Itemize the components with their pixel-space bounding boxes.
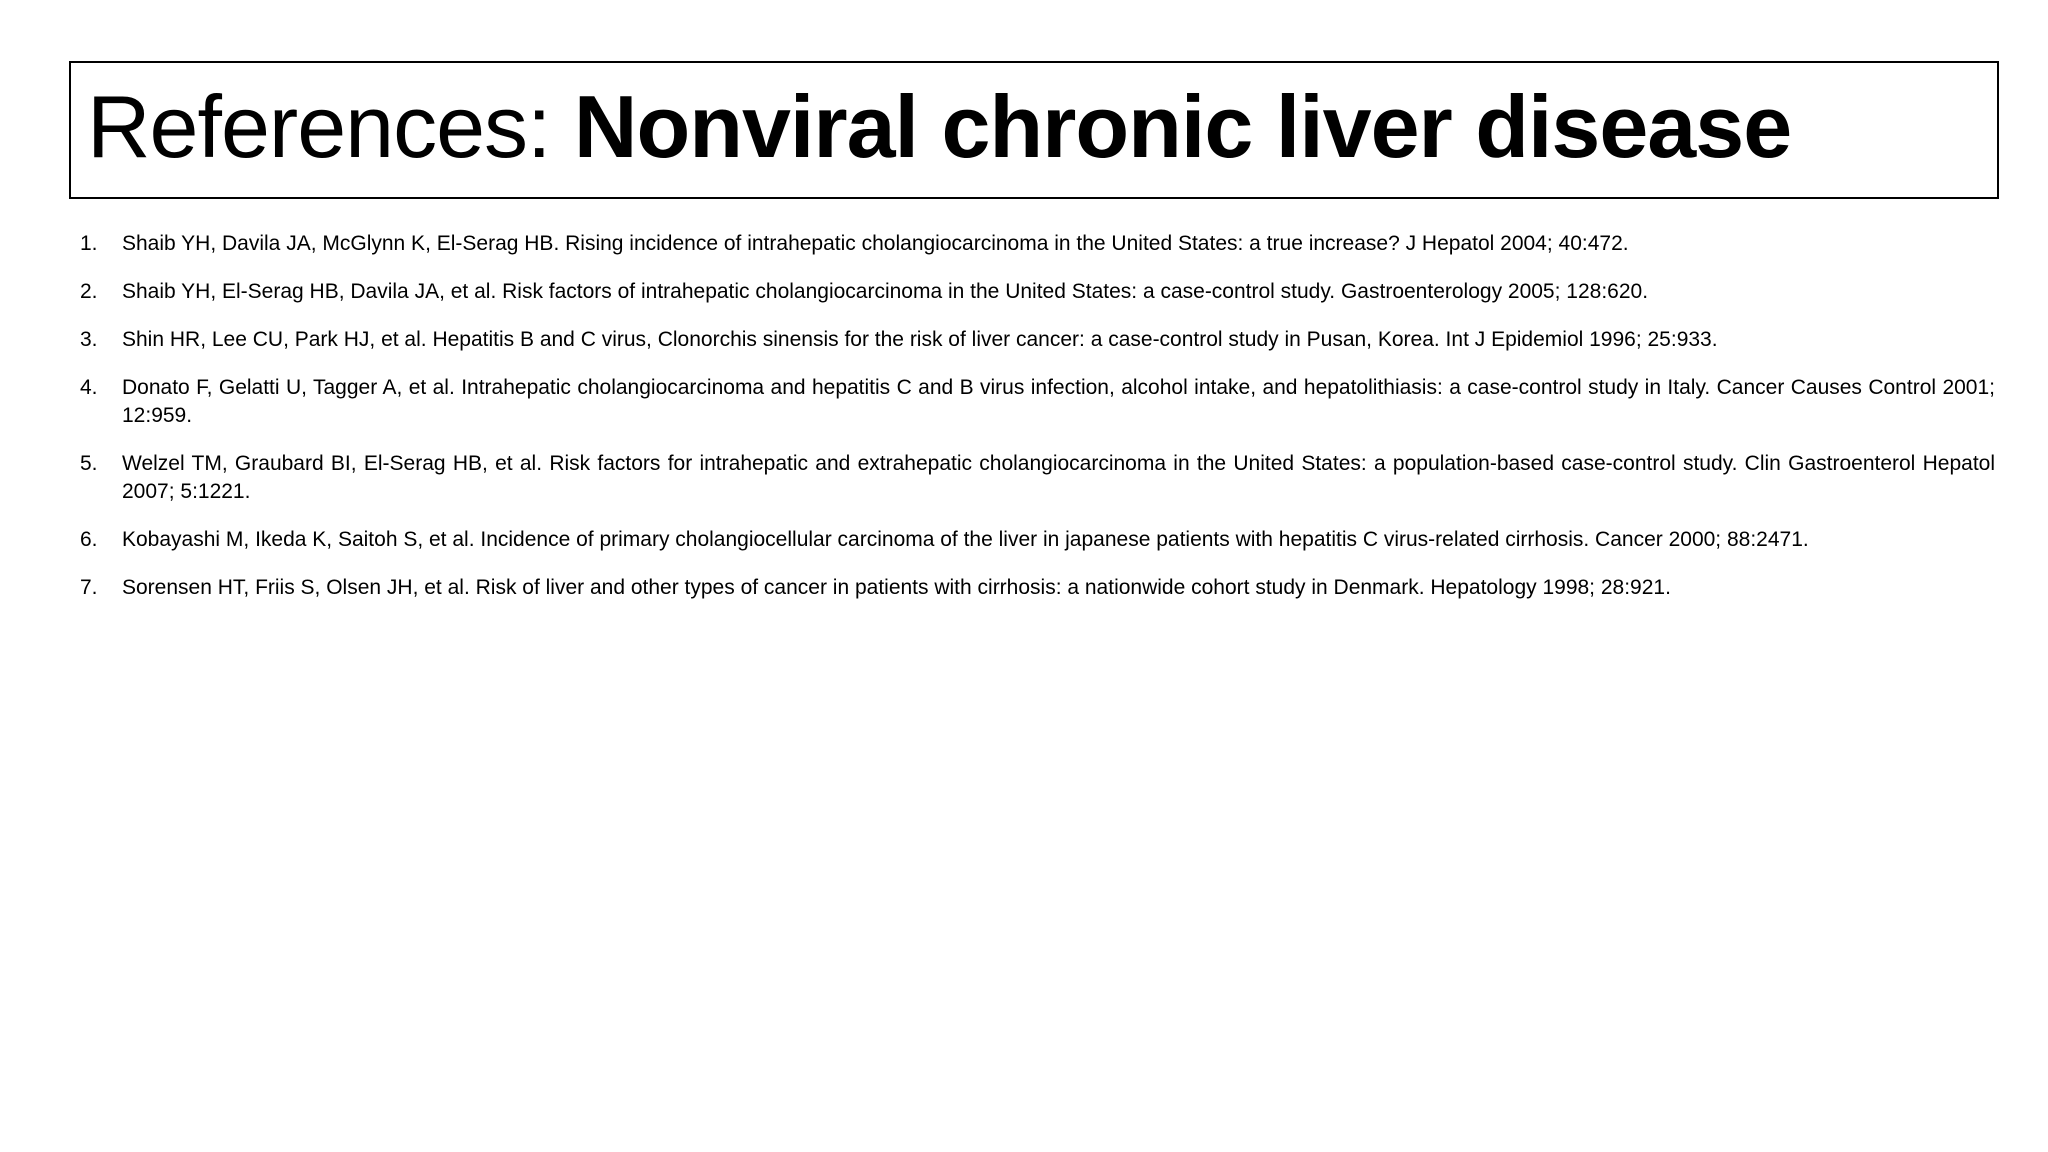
slide-title	[87, 75, 1791, 179]
reference-text: Sorensen HT, Friis S, Olsen JH, et al. Risk of liver and other types of cancer in patients with cirrhosis: a nationwide cohort study in Denmark. Hepatology 1998; 28:921.	[122, 576, 1671, 599]
title-prefix: References:	[87, 77, 574, 176]
reference-number: 1.	[80, 232, 98, 255]
reference-item	[80, 326, 1995, 354]
reference-number: 5.	[80, 452, 98, 475]
reference-number: 6.	[80, 528, 98, 551]
reference-item	[80, 574, 1995, 602]
reference-item	[80, 526, 1995, 554]
reference-text: Shaib YH, Davila JA, McGlynn K, El-Serag HB. Rising incidence of intrahepatic cholangiocarcinoma in the United States: a true increase? J Hepatol 2004; 40:472.	[122, 232, 1629, 255]
title-bold-text: Nonviral chronic liver disease	[573, 77, 1792, 176]
reference-number: 3.	[80, 328, 98, 351]
reference-item	[80, 230, 1995, 258]
reference-item	[80, 374, 1995, 430]
reference-text: Welzel TM, Graubard BI, El-Serag HB, et al. Risk factors for intrahepatic and extrahepatic cholangiocarcinoma in the United States: a population-based case-control study. Clin Gastroenterol Hepatol 2007; 5:1221.	[122, 452, 1995, 503]
reference-text: Kobayashi M, Ikeda K, Saitoh S, et al. Incidence of primary cholangiocellular carcinoma of the liver in japanese patients with hepatitis C virus-related cirrhosis. Cancer 2000; 88:2471.	[122, 528, 1809, 551]
reference-list	[80, 230, 1995, 622]
reference-text: Shaib YH, El-Serag HB, Davila JA, et al. Risk factors of intrahepatic cholangiocarcinoma in the United States: a case-control study. Gastroenterology 2005; 128:620.	[122, 280, 1649, 303]
title-box	[69, 61, 1999, 199]
reference-item	[80, 278, 1995, 306]
reference-number: 2.	[80, 280, 98, 303]
reference-number: 4.	[80, 376, 98, 399]
reference-item	[80, 450, 1995, 506]
reference-text: Donato F, Gelatti U, Tagger A, et al. Intrahepatic cholangiocarcinoma and hepatitis C and B virus infection, alcohol intake, and hepatolithiasis: a case-control study in Italy. Cancer Causes Control 2001; 12:959.	[122, 376, 1995, 427]
reference-text: Shin HR, Lee CU, Park HJ, et al. Hepatitis B and C virus, Clonorchis sinensis for the risk of liver cancer: a case-control study in Pusan, Korea. Int J Epidemiol 1996; 25:933.	[122, 328, 1718, 351]
reference-number: 7.	[80, 576, 98, 599]
